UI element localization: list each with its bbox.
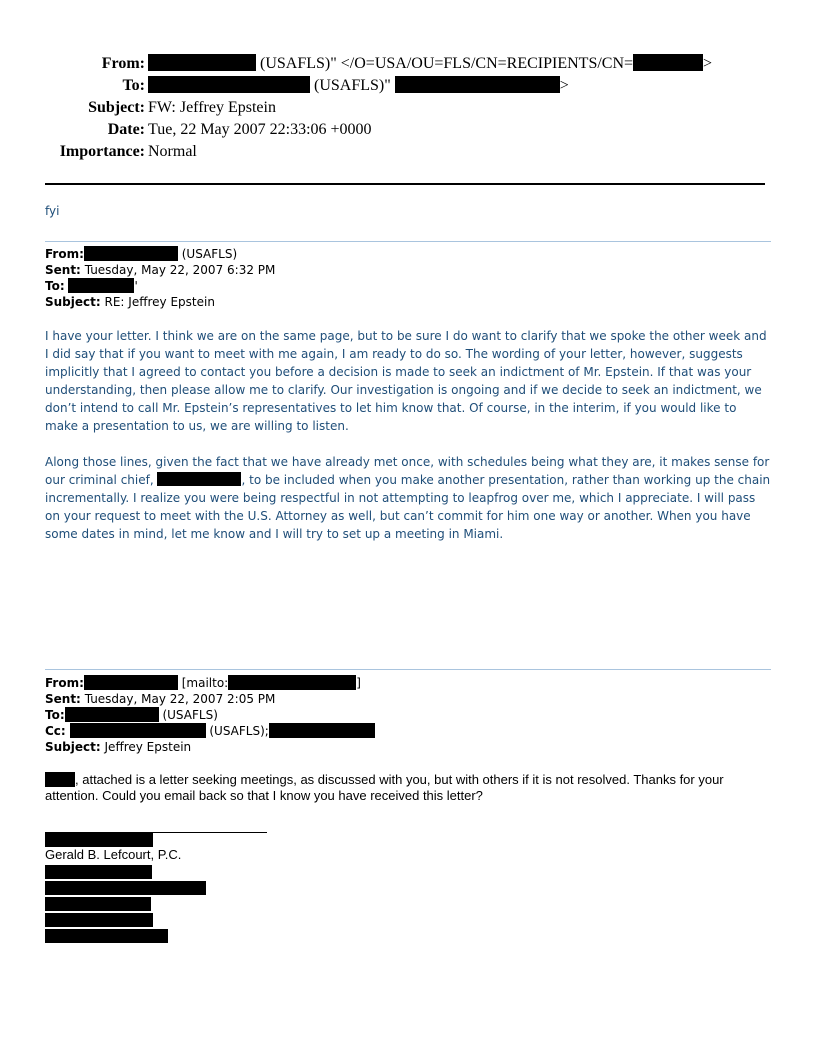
message1-header (45, 246, 275, 310)
header-to-value: (USAFLS)" (314, 77, 391, 94)
header-importance-label: Importance: (59, 143, 145, 160)
signature-firm: Gerald B. Lefcourt, P.C. (45, 847, 182, 862)
message2-subject-row (45, 739, 375, 755)
message1-to-row (45, 278, 275, 294)
message2-to-value: (USAFLS) (162, 708, 218, 722)
redaction-block (395, 76, 560, 93)
message2-sent-row (45, 691, 375, 707)
message2-cc-label: Cc: (45, 724, 66, 738)
redaction-block (157, 472, 241, 486)
header-date-label: Date: (107, 121, 145, 138)
redaction-block (148, 76, 310, 93)
message2-from-row (45, 675, 375, 691)
message2-to-label: To: (45, 708, 65, 722)
redaction-block (45, 833, 153, 847)
message2-mailto-close: ] (356, 676, 361, 690)
message2-cc-row (45, 723, 375, 739)
fyi-text: fyi (45, 204, 60, 218)
message2-subject-value: Jeffrey Epstein (104, 740, 192, 754)
message1-sent-value: Tuesday, May 22, 2007 6:32 PM (84, 263, 276, 277)
redaction-block (148, 54, 256, 71)
redaction-block (269, 723, 375, 738)
message1-subject-label: Subject: (45, 295, 101, 309)
message1-from-label: From: (45, 247, 84, 261)
message1-paragraph-2-start: Along those lines, given the fact that we have already met once, with schedules being what they are, it makes sense for our criminal chief, (45, 455, 770, 487)
header-from-row (40, 53, 780, 75)
header-from-value: (USAFLS)" </O=USA/OU=FLS/CN=RECIPIENTS/CN= (260, 55, 634, 72)
message1-paragraph-1: I have your letter. I think we are on the same page, but to be sure I do want to clarify that we spoke the other week and I did say that if you want to meet with me again, I am ready to do so. The wording of your letter, however, suggests implicitly that I agreed to contact you before a decision is made to seek an indictment of Mr. Epstein. If that was your understanding, then please allow me to clarify. Our investigation is ongoing and if we decide to seek an indictment, we don’t intend to call Mr. Epstein’s representatives to let him know that. Of course, in the interim, if you would like to make a presentation to us, we are willing to listen. (45, 329, 767, 433)
redaction-block (45, 913, 153, 927)
signature-line (45, 820, 267, 833)
message1-sent-row (45, 262, 275, 278)
header-subject-label: Subject: (88, 99, 145, 116)
message1-subject-row (45, 294, 275, 310)
redaction-block (45, 772, 75, 787)
redaction-block (70, 723, 206, 738)
header-from-end: > (703, 55, 713, 72)
message-divider (45, 241, 771, 242)
message1-body (45, 327, 773, 561)
message2-to-row (45, 707, 375, 723)
message2-subject-label: Subject: (45, 740, 101, 754)
header-divider (45, 183, 765, 185)
header-date-row (40, 119, 780, 141)
message1-subject-value: RE: Jeffrey Epstein (104, 295, 215, 309)
message1-paragraph-2 (45, 453, 773, 543)
redaction-block (633, 54, 703, 71)
message2-body-text: , attached is a letter seeking meetings, as discussed with you, but with others if it is not resolved. Thanks for your attention. Could you email back so that I know you have received this letter? (45, 772, 724, 803)
message1-to-value: ' (134, 279, 138, 293)
email-header (40, 53, 780, 163)
message1-to-label: To: (45, 279, 65, 293)
header-importance-value: Normal (148, 143, 197, 160)
header-date-value: Tue, 22 May 2007 22:33:06 +0000 (148, 121, 372, 138)
redaction-block (45, 881, 206, 895)
message-divider (45, 669, 771, 670)
redaction-block (84, 675, 178, 690)
message2-body (45, 772, 775, 804)
message2-cc-value: (USAFLS); (209, 724, 269, 738)
redaction-block (228, 675, 356, 690)
message2-header (45, 675, 375, 755)
message1-from-value: (USAFLS) (181, 247, 238, 261)
message1-paragraph-2-end: , to be included when you make another presentation, rather than working up the chain incrementally. I realize you were being respectful in not attempting to leapfrog over me, which I appreciate. I will pass on your request to meet with the U.S. Attorney as well, but can’t commit for him one way or another. When you have some dates in mind, let me know and I will try to set up a meeting in Miami. (45, 473, 771, 541)
header-to-end: > (559, 77, 569, 94)
redaction-block (45, 929, 168, 943)
message2-sent-value: Tuesday, May 22, 2007 2:05 PM (84, 692, 276, 706)
redaction-block (68, 278, 134, 293)
redaction-block (65, 707, 159, 722)
message2-from-label: From: (45, 676, 84, 690)
header-to-label: To: (122, 77, 145, 94)
signature-block (45, 820, 267, 943)
message2-sent-label: Sent: (45, 692, 81, 706)
header-subject-row (40, 97, 780, 119)
header-to-row (40, 75, 780, 97)
redaction-block (45, 865, 152, 879)
redaction-block (45, 897, 151, 911)
message1-sent-label: Sent: (45, 263, 81, 277)
header-importance-row (40, 141, 780, 163)
header-from-label: From: (101, 55, 145, 72)
message2-mailto-open: [mailto: (181, 676, 229, 690)
header-subject-value: FW: Jeffrey Epstein (148, 99, 276, 116)
redaction-block (84, 246, 178, 261)
message1-from-row (45, 246, 275, 262)
